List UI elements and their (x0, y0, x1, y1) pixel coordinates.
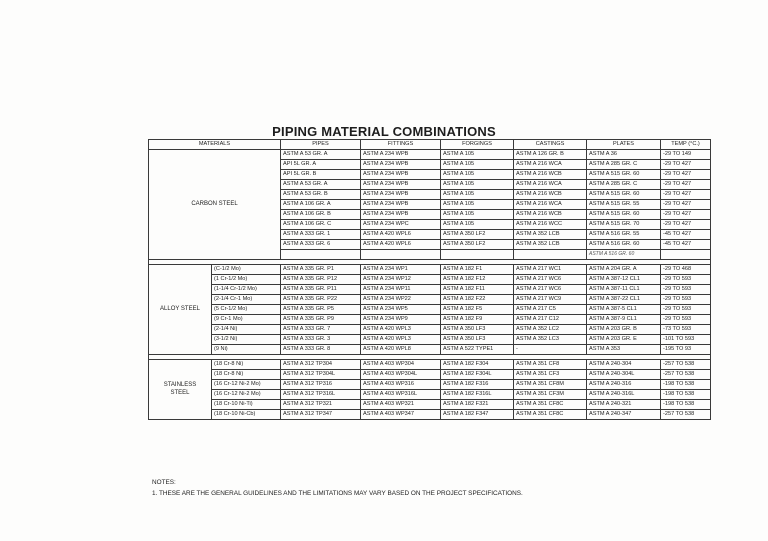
temp-cell: -29 TO 427 (661, 220, 711, 230)
casting-cell: ASTM A 217 WC6 (514, 285, 587, 295)
group-label-stainless-steel (149, 360, 212, 420)
forging-cell: ASTM A 105 (441, 220, 514, 230)
fitting-cell: ASTM A 234 WPC (361, 220, 441, 230)
casting-cell: ASTM A 126 GR. B (514, 150, 587, 160)
pipe-cell: ASTM A 312 TP347 (281, 410, 361, 420)
pipe-cell: ASTM A 333 GR. 3 (281, 335, 361, 345)
temp-cell-empty (661, 250, 711, 260)
forging-cell: ASTM A 105 (441, 180, 514, 190)
group-label-line: STAINLESS (163, 382, 197, 388)
table-row (149, 150, 711, 160)
fitting-cell: ASTM A 234 WPB (361, 170, 441, 180)
plate-cell: ASTM A 240-347 (587, 410, 661, 420)
table-row (149, 325, 711, 335)
plate-cell: ASTM A 515 GR. 70 (587, 220, 661, 230)
casting-cell: ASTM A 216 WCA (514, 200, 587, 210)
table-row (149, 305, 711, 315)
composition-cell: (C-1/2 Mo) (212, 265, 281, 275)
casting-cell: ASTM A 351 CF8C (514, 410, 587, 420)
fitting-cell: ASTM A 403 WP316L (361, 390, 441, 400)
temp-cell: -29 TO 593 (661, 275, 711, 285)
casting-cell: ASTM A 216 WCA (514, 180, 587, 190)
forging-cell: ASTM A 522 TYPE1 (441, 345, 514, 355)
plate-cell: ASTM A 240-316 (587, 380, 661, 390)
pipe-cell: ASTM A 106 GR. A (281, 200, 361, 210)
table-header-row (149, 140, 711, 150)
composition-cell: (18 Cr-10 Ni-Cb) (212, 410, 281, 420)
plate-cell: ASTM A 240-304L (587, 370, 661, 380)
forging-cell-empty (441, 250, 514, 260)
fitting-cell: ASTM A 420 WPL8 (361, 345, 441, 355)
pipe-cell: ASTM A 335 GR. P22 (281, 295, 361, 305)
fitting-cell: ASTM A 420 WPL3 (361, 325, 441, 335)
pipe-cell-empty (281, 250, 361, 260)
fitting-cell: ASTM A 234 WP5 (361, 305, 441, 315)
plate-cell: ASTM A 387-5 CL1 (587, 305, 661, 315)
pipe-cell: ASTM A 312 TP316 (281, 380, 361, 390)
composition-cell: (16 Cr-12 Ni-2 Mo) (212, 390, 281, 400)
plate-cell: ASTM A 204 GR. A (587, 265, 661, 275)
temp-cell: -29 TO 427 (661, 190, 711, 200)
composition-cell: (5 Cr-1/2 Mo) (212, 305, 281, 315)
fitting-cell: ASTM A 420 WPL3 (361, 335, 441, 345)
temp-cell: -198 TO 538 (661, 390, 711, 400)
temp-cell: -29 TO 427 (661, 160, 711, 170)
plate-cell: ASTM A 515 GR. 60 (587, 190, 661, 200)
composition-cell: (3-1/2 Ni) (212, 335, 281, 345)
plate-cell: ASTM A 387-12 CL1 (587, 275, 661, 285)
casting-cell: - (514, 345, 587, 355)
forging-cell: ASTM A 182 F5 (441, 305, 514, 315)
temp-cell: -73 TO 593 (661, 325, 711, 335)
composition-cell: (9 Ni) (212, 345, 281, 355)
notes-line: 1. THESE ARE THE GENERAL GUIDELINES AND THE LIMITATIONS MAY VARY BASED ON THE PROJECT SPECIFICATIONS. (152, 490, 523, 497)
forging-cell: ASTM A 182 F1 (441, 265, 514, 275)
casting-cell: ASTM A 351 CF3 (514, 370, 587, 380)
pipe-cell: ASTM A 333 GR. 8 (281, 345, 361, 355)
plate-cell: ASTM A 387-11 CL1 (587, 285, 661, 295)
temp-cell: -101 TO 593 (661, 335, 711, 345)
forging-cell: ASTM A 182 F11 (441, 285, 514, 295)
fitting-cell: ASTM A 234 WPB (361, 200, 441, 210)
header-plates: PLATES (587, 140, 661, 150)
table-row (149, 370, 711, 380)
temp-cell: -29 TO 593 (661, 295, 711, 305)
table-row (149, 360, 711, 370)
fitting-cell: ASTM A 234 WP22 (361, 295, 441, 305)
pipe-cell: ASTM A 312 TP316L (281, 390, 361, 400)
composition-cell: (18 Cr-8 Ni) (212, 370, 281, 380)
casting-cell: ASTM A 216 WCB (514, 170, 587, 180)
casting-cell: ASTM A 216 WCB (514, 190, 587, 200)
temp-cell: -29 TO 427 (661, 170, 711, 180)
casting-cell: ASTM A 352 LCB (514, 240, 587, 250)
header-pipes: PIPES (281, 140, 361, 150)
fitting-cell: ASTM A 234 WPB (361, 210, 441, 220)
casting-cell: ASTM A 217 C12 (514, 315, 587, 325)
plate-cell: ASTM A 387-9 CL1 (587, 315, 661, 325)
fitting-cell-empty (361, 250, 441, 260)
forging-cell: ASTM A 105 (441, 210, 514, 220)
plate-cell: ASTM A 387-22 CL1 (587, 295, 661, 305)
header-temp: TEMP (°C.) (661, 140, 711, 150)
plate-cell: ASTM A 240-304 (587, 360, 661, 370)
pipe-cell: ASTM A 53 GR. A (281, 150, 361, 160)
fitting-cell: ASTM A 234 WPB (361, 150, 441, 160)
plate-cell: ASTM A 515 GR. 60 (587, 170, 661, 180)
group-label-line: STEEL (170, 389, 190, 396)
temp-cell: -29 TO 468 (661, 265, 711, 275)
pipe-cell: ASTM A 312 TP304L (281, 370, 361, 380)
fitting-cell: ASTM A 234 WPB (361, 180, 441, 190)
casting-cell: ASTM A 351 CF8C (514, 400, 587, 410)
fitting-cell: ASTM A 234 WP11 (361, 285, 441, 295)
temp-cell: -198 TO 538 (661, 400, 711, 410)
forging-cell: ASTM A 182 F321 (441, 400, 514, 410)
casting-cell: ASTM A 217 C5 (514, 305, 587, 315)
table-row (149, 295, 711, 305)
group-label-carbon-steel: CARBON STEEL (149, 150, 281, 260)
temp-cell: -195 TO 93 (661, 345, 711, 355)
table-row (149, 410, 711, 420)
temp-cell: -29 TO 427 (661, 210, 711, 220)
casting-cell: ASTM A 217 WC1 (514, 265, 587, 275)
pipe-cell: ASTM A 335 GR. P9 (281, 315, 361, 325)
plate-cell: ASTM A 203 GR. B (587, 325, 661, 335)
pipe-cell: ASTM A 53 GR. A (281, 180, 361, 190)
pipe-cell: ASTM A 312 TP304 (281, 360, 361, 370)
plate-cell: ASTM A 515 GR. 55 (587, 200, 661, 210)
temp-cell: -257 TO 538 (661, 410, 711, 420)
fitting-cell: ASTM A 234 WPB (361, 190, 441, 200)
forging-cell: ASTM A 182 F316L (441, 390, 514, 400)
table-row (149, 335, 711, 345)
fitting-cell: ASTM A 234 WP12 (361, 275, 441, 285)
fitting-cell: ASTM A 403 WP304 (361, 360, 441, 370)
forging-cell: ASTM A 350 LF3 (441, 335, 514, 345)
temp-cell: -29 TO 427 (661, 200, 711, 210)
fitting-cell: ASTM A 403 WP316 (361, 380, 441, 390)
notes-heading: NOTES: (152, 479, 176, 486)
casting-cell: ASTM A 217 WC9 (514, 295, 587, 305)
table-row (149, 345, 711, 355)
pipe-cell: ASTM A 335 GR. P5 (281, 305, 361, 315)
composition-cell: (9 Cr-1 Mo) (212, 315, 281, 325)
forging-cell: ASTM A 105 (441, 160, 514, 170)
composition-cell: (2-1/4 Ni) (212, 325, 281, 335)
group-label-alloy-steel: ALLOY STEEL (149, 265, 212, 355)
pipe-cell: ASTM A 335 GR. P11 (281, 285, 361, 295)
plate-cell: ASTM A 240-316L (587, 390, 661, 400)
casting-cell: ASTM A 351 CF8 (514, 360, 587, 370)
temp-cell: -29 TO 427 (661, 180, 711, 190)
casting-cell: ASTM A 216 WCB (514, 210, 587, 220)
plate-cell: ASTM A 516 GR. 60 (587, 240, 661, 250)
forging-cell: ASTM A 182 F22 (441, 295, 514, 305)
temp-cell: -45 TO 427 (661, 240, 711, 250)
fitting-cell: ASTM A 234 WPB (361, 160, 441, 170)
casting-cell: ASTM A 352 LCB (514, 230, 587, 240)
table-row (149, 390, 711, 400)
composition-cell: (18 Cr-10 Ni-Ti) (212, 400, 281, 410)
plate-cell: ASTM A 240-321 (587, 400, 661, 410)
temp-cell: -257 TO 538 (661, 370, 711, 380)
pipe-cell: ASTM A 53 GR. B (281, 190, 361, 200)
plate-cell: ASTM A 516 GR. 55 (587, 230, 661, 240)
composition-cell: (1-1/4 Cr-1/2 Mo) (212, 285, 281, 295)
temp-cell: -257 TO 538 (661, 360, 711, 370)
temp-cell: -29 TO 593 (661, 285, 711, 295)
pipe-cell: ASTM A 106 GR. B (281, 210, 361, 220)
pipe-cell: ASTM A 335 GR. P12 (281, 275, 361, 285)
fitting-cell: ASTM A 403 WP304L (361, 370, 441, 380)
temp-cell: -198 TO 538 (661, 380, 711, 390)
composition-cell: (2-1/4 Cr-1 Mo) (212, 295, 281, 305)
forging-cell: ASTM A 105 (441, 190, 514, 200)
forging-cell: ASTM A 350 LF2 (441, 230, 514, 240)
plate-cell: ASTM A 203 GR. E (587, 335, 661, 345)
casting-cell: ASTM A 217 WC6 (514, 275, 587, 285)
casting-cell: ASTM A 352 LC3 (514, 335, 587, 345)
material-table (148, 139, 711, 420)
fitting-cell: ASTM A 403 WP321 (361, 400, 441, 410)
table-row (149, 400, 711, 410)
forging-cell: ASTM A 182 F347 (441, 410, 514, 420)
pipe-cell: ASTM A 312 TP321 (281, 400, 361, 410)
pipe-cell: ASTM A 335 GR. P1 (281, 265, 361, 275)
fitting-cell: ASTM A 403 WP347 (361, 410, 441, 420)
pipe-cell: ASTM A 333 GR. 6 (281, 240, 361, 250)
temp-cell: -29 TO 593 (661, 315, 711, 325)
table-row (149, 285, 711, 295)
header-fittings: FITTINGS (361, 140, 441, 150)
plate-cell: ASTM A 353 (587, 345, 661, 355)
handwritten-note: ASTM A 516 GR. 60 (587, 250, 661, 260)
casting-cell: ASTM A 351 CF3M (514, 390, 587, 400)
pipe-cell: API 5L GR. B (281, 170, 361, 180)
temp-cell: -45 TO 427 (661, 230, 711, 240)
composition-cell: (1 Cr-1/2 Mo) (212, 275, 281, 285)
forging-cell: ASTM A 182 F12 (441, 275, 514, 285)
forging-cell: ASTM A 105 (441, 200, 514, 210)
forging-cell: ASTM A 182 F304 (441, 360, 514, 370)
plate-cell: ASTM A 36 (587, 150, 661, 160)
fitting-cell: ASTM A 420 WPL6 (361, 240, 441, 250)
pipe-cell: ASTM A 333 GR. 7 (281, 325, 361, 335)
table-row (149, 380, 711, 390)
table-row (149, 265, 711, 275)
composition-cell: (16 Cr-12 Ni-2 Mo) (212, 380, 281, 390)
pipe-cell: ASTM A 106 GR. C (281, 220, 361, 230)
forging-cell: ASTM A 182 F304L (441, 370, 514, 380)
forging-cell: ASTM A 350 LF3 (441, 325, 514, 335)
plate-cell: ASTM A 285 GR. C (587, 160, 661, 170)
casting-cell: ASTM A 352 LC2 (514, 325, 587, 335)
temp-cell: -29 TO 149 (661, 150, 711, 160)
header-materials: MATERIALS (149, 140, 281, 150)
table-row (149, 315, 711, 325)
temp-cell: -29 TO 593 (661, 305, 711, 315)
casting-cell: ASTM A 216 WCA (514, 160, 587, 170)
fitting-cell: ASTM A 420 WPL6 (361, 230, 441, 240)
forging-cell: ASTM A 105 (441, 150, 514, 160)
forging-cell: ASTM A 182 F9 (441, 315, 514, 325)
forging-cell: ASTM A 182 F316 (441, 380, 514, 390)
forging-cell: ASTM A 350 LF2 (441, 240, 514, 250)
plate-cell: ASTM A 515 GR. 60 (587, 210, 661, 220)
table-row (149, 275, 711, 285)
pipe-cell: ASTM A 333 GR. 1 (281, 230, 361, 240)
notes-section (152, 477, 523, 499)
pipe-cell: API 5L GR. A (281, 160, 361, 170)
header-forgings: FORGINGS (441, 140, 514, 150)
casting-cell: ASTM A 351 CF8M (514, 380, 587, 390)
header-castings: CASTINGS (514, 140, 587, 150)
casting-cell: ASTM A 216 WCC (514, 220, 587, 230)
page-title: PIPING MATERIAL COMBINATIONS (272, 124, 496, 139)
fitting-cell: ASTM A 234 WP1 (361, 265, 441, 275)
plate-cell: ASTM A 285 GR. C (587, 180, 661, 190)
composition-cell: (18 Cr-8 Ni) (212, 360, 281, 370)
fitting-cell: ASTM A 234 WP9 (361, 315, 441, 325)
casting-cell-empty (514, 250, 587, 260)
forging-cell: ASTM A 105 (441, 170, 514, 180)
